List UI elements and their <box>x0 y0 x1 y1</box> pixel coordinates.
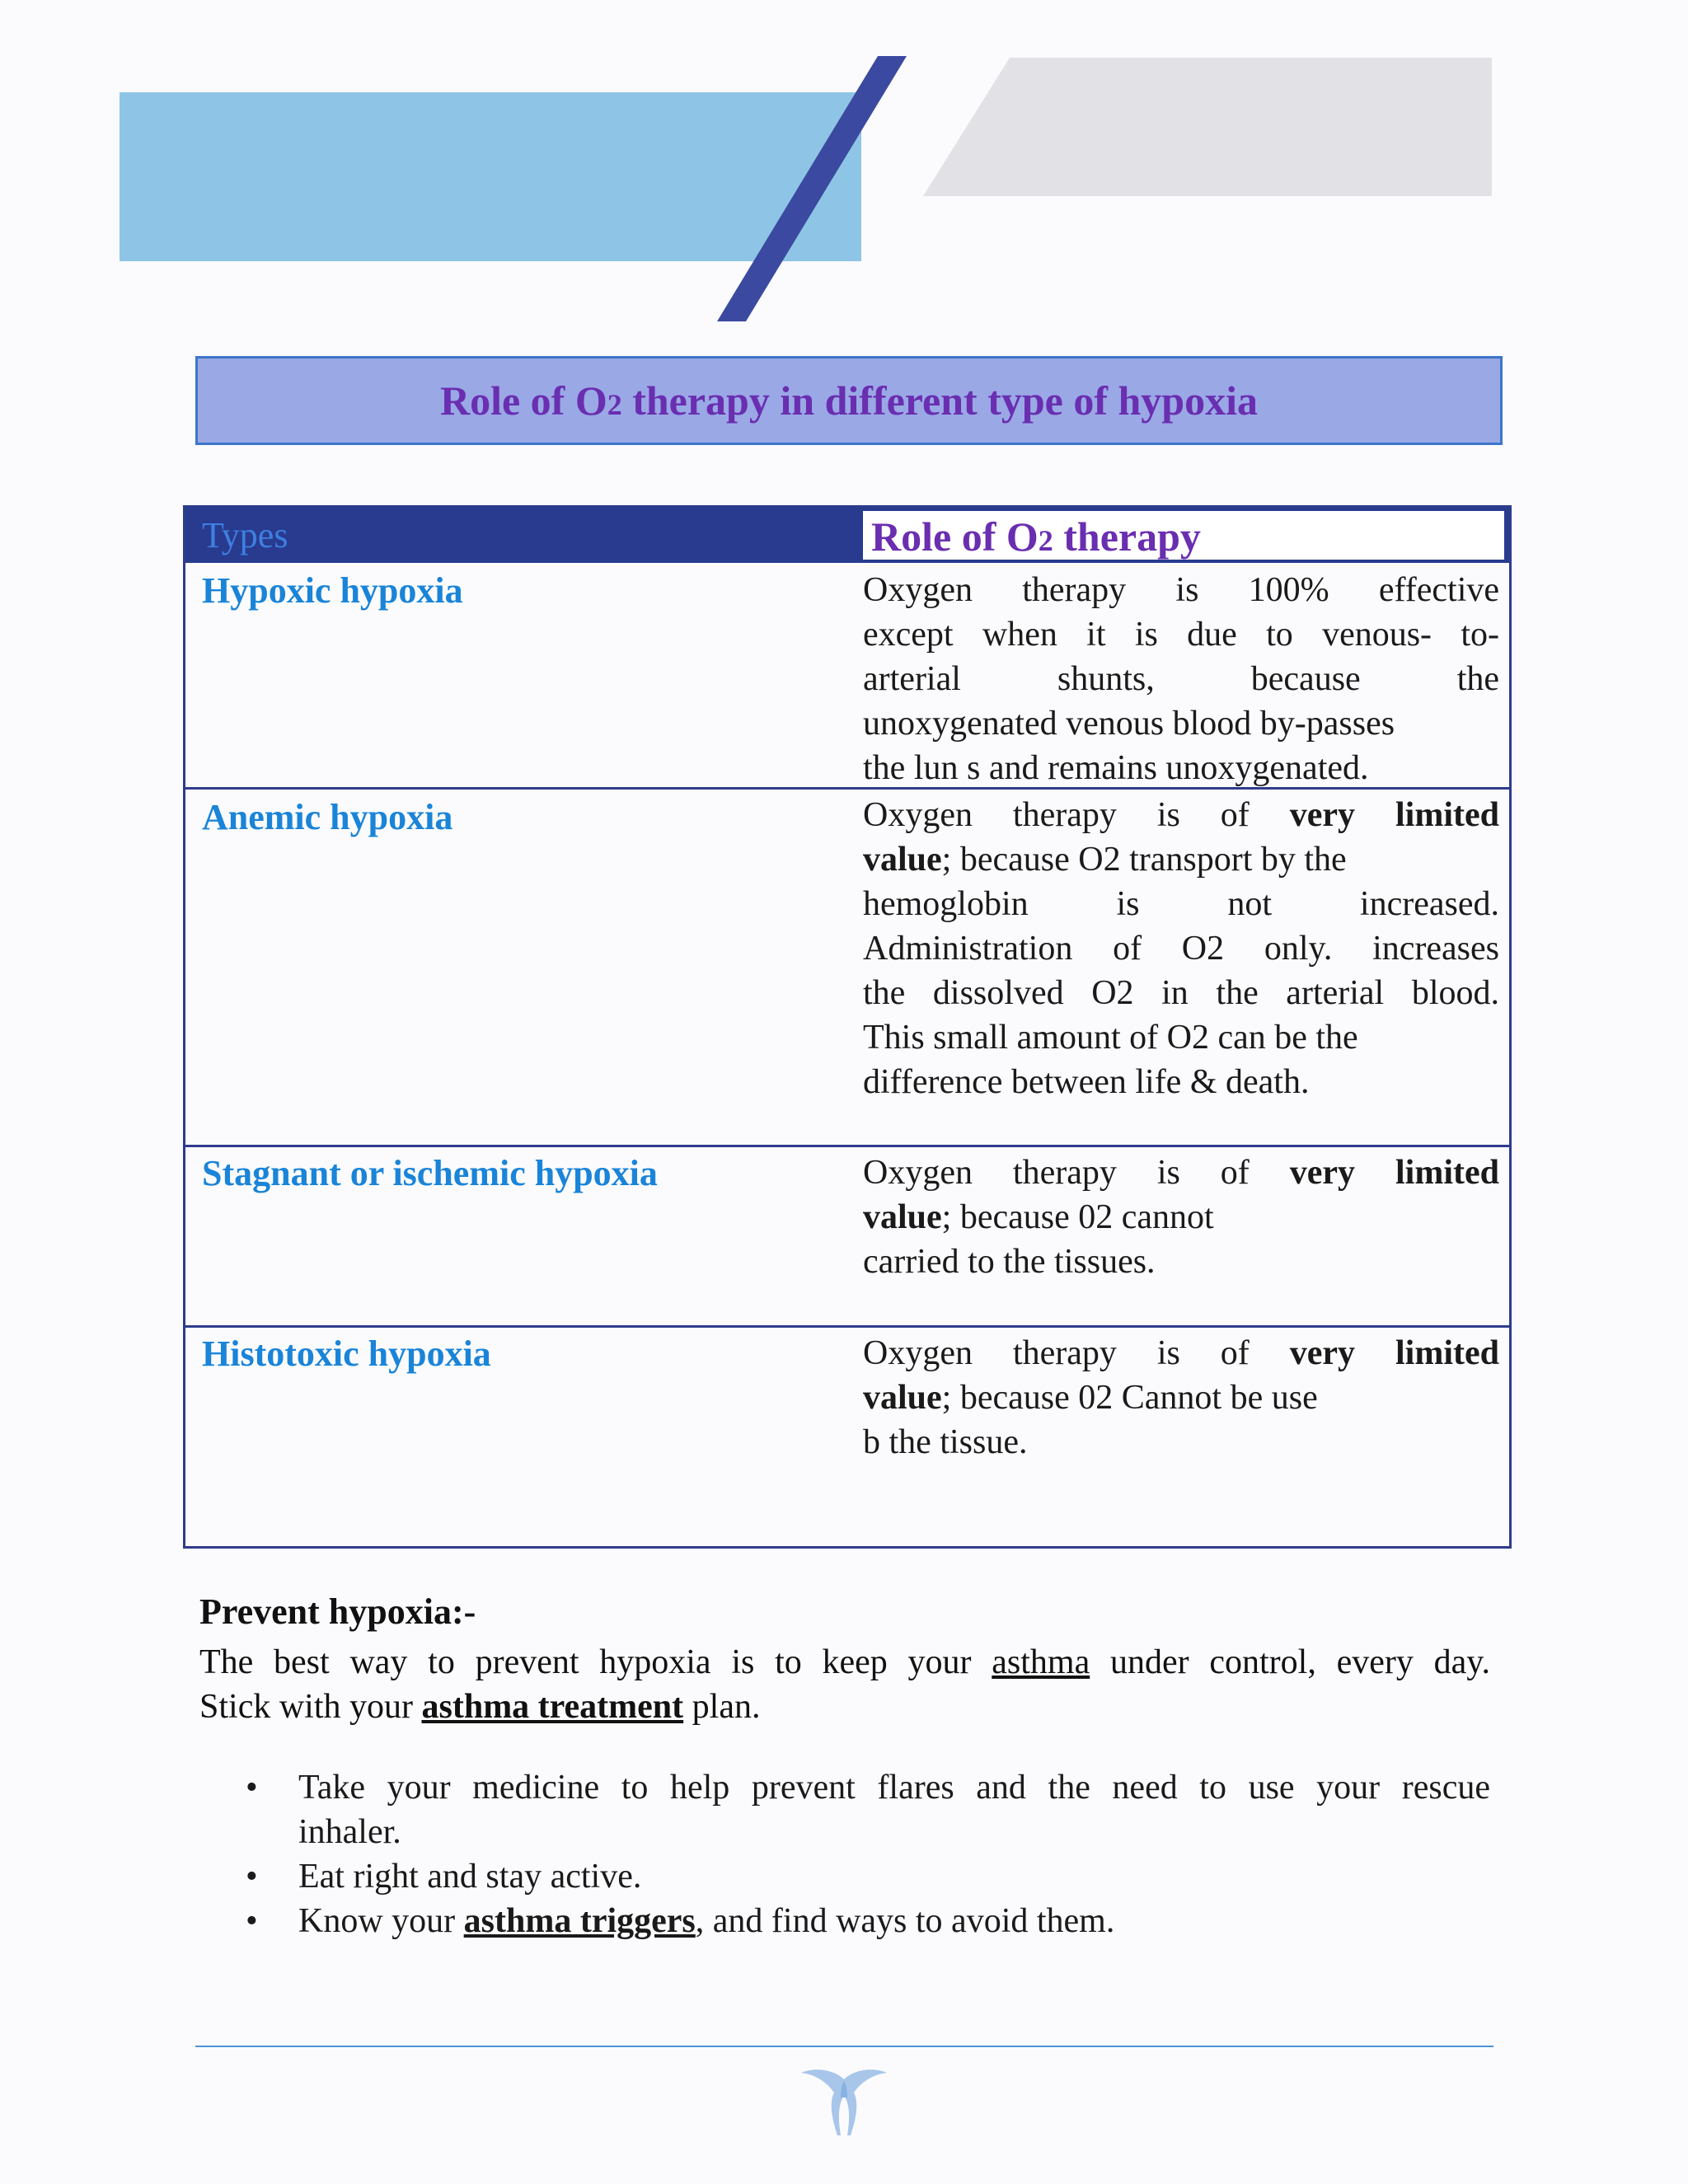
trident-logo-icon <box>793 2064 895 2139</box>
header-gray-band <box>923 58 1492 196</box>
header-blue-band <box>120 92 861 261</box>
asthma-triggers-link[interactable]: asthma triggers <box>463 1902 696 1940</box>
column-header-types: Types <box>202 515 288 555</box>
column-header-role-box <box>861 509 1506 561</box>
prevent-paragraph: The best way to prevent hypoxia is to keep your asthma under control, every day. Stick with your asthma treatment plan. <box>199 1643 1490 1726</box>
table-row <box>185 1325 1509 1546</box>
asthma-treatment-link[interactable]: asthma treatment <box>421 1688 684 1726</box>
role-cell: Oxygen therapy is of very limited value; because O2 transport by the hemoglobin is not increased. Administration of O2 only. increases the dissolved O2 in the arterial blood. This small amount of O2 can be the difference between life & death. <box>863 796 1499 1101</box>
type-cell: Histotoxic hypoxia <box>202 1333 491 1374</box>
bullet-icon: • <box>246 1858 258 1896</box>
prevent-heading: Prevent hypoxia:- <box>199 1591 476 1632</box>
table-row <box>185 787 1509 1145</box>
bullet-icon: • <box>246 1902 258 1940</box>
role-cell: Oxygen therapy is 100% effective except when it is due to venous- to- arterial shunts, because the unoxygenated venous blood by-passes the lun s and remains unoxygenated. <box>863 571 1499 787</box>
table-row <box>185 563 1509 787</box>
list-item: • Know your asthma triggers, and find ways to avoid them. <box>199 1899 1490 1943</box>
hypoxia-table <box>183 505 1512 1549</box>
column-header-role: Role of O2 therapy <box>871 513 1201 560</box>
type-cell: Stagnant or ischemic hypoxia <box>202 1153 658 1193</box>
title-banner <box>195 356 1503 445</box>
page-title: Role of O2 therapy in different type of hypoxia <box>439 377 1259 424</box>
type-cell: Hypoxic hypoxia <box>202 570 463 611</box>
role-cell: Oxygen therapy is of very limited value; because 02 cannot carried to the tissues. <box>863 1154 1499 1281</box>
bullet-icon: • <box>246 1769 258 1807</box>
type-cell: Anemic hypoxia <box>202 797 453 837</box>
footer-divider <box>195 2046 1493 2047</box>
list-item: • Take your medicine to help prevent flares and the need to use your rescue inhaler. <box>199 1765 1490 1854</box>
asthma-link[interactable]: asthma <box>992 1643 1090 1681</box>
list-item: • Eat right and stay active. <box>199 1854 1490 1899</box>
table-row <box>185 1145 1509 1325</box>
prevent-list <box>199 1765 1490 1943</box>
role-cell: Oxygen therapy is of very limited value; because 02 Cannot be use b the tissue. <box>863 1334 1499 1461</box>
table-header-row <box>185 508 1509 563</box>
